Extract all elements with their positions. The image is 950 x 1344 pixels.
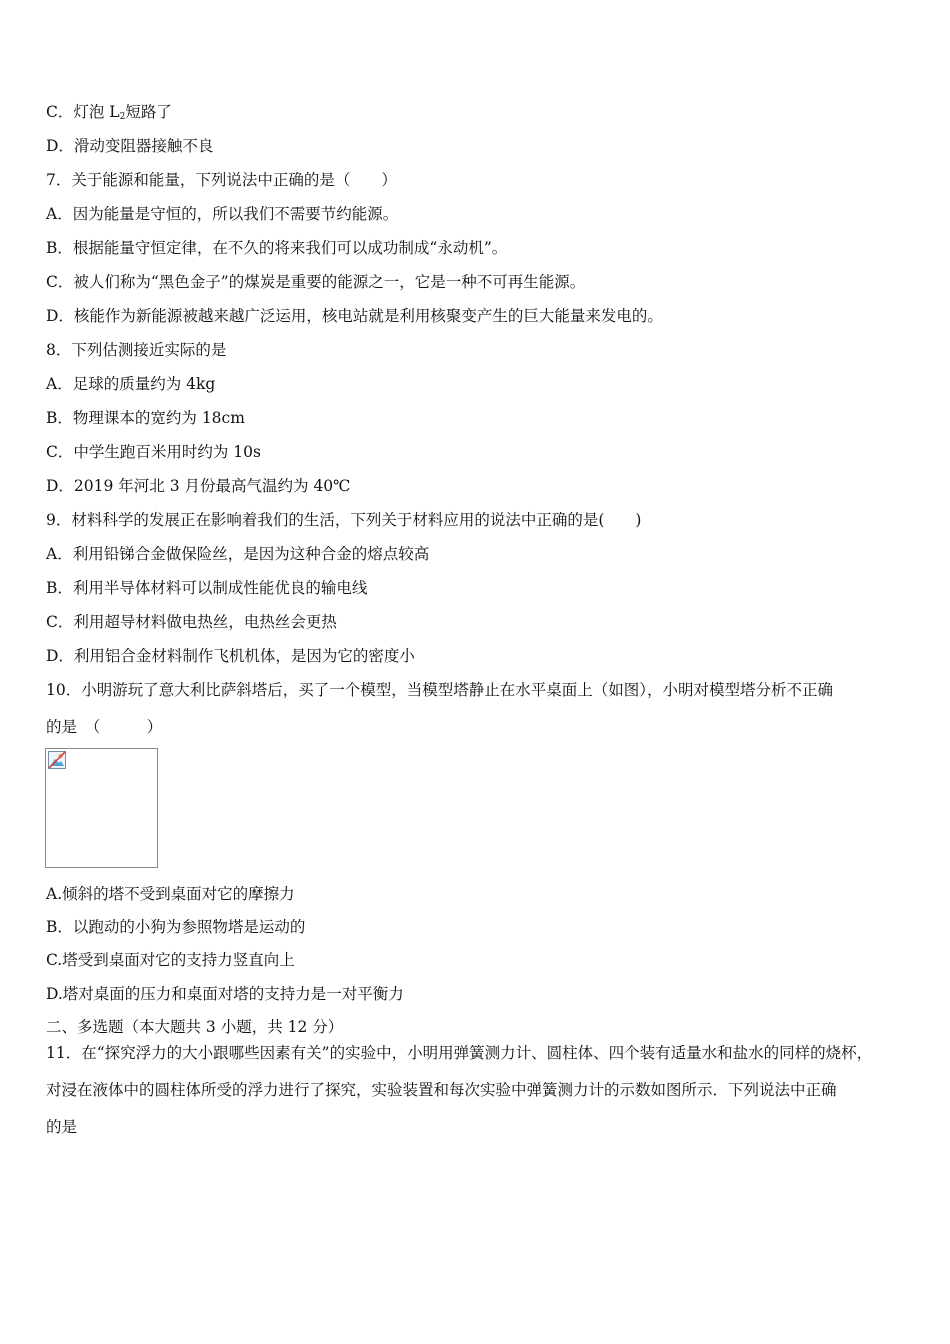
q11-stem-line1: 11．在“探究浮力的大小跟哪些因素有关”的实验中，小明用弹簧测力计、圆柱体、四个装有适量水和盐水的同样的烧杯， bbox=[46, 1044, 873, 1062]
q8-option-d: D．2019 年河北 3 月份最高气温约为 40℃ bbox=[46, 477, 351, 495]
section2-heading: 二、多选题（本大题共 3 小题，共 12 分） bbox=[46, 1018, 344, 1036]
q9-option-b: B．利用半导体材料可以制成性能优良的输电线 bbox=[46, 579, 368, 597]
q7-stem: 7．关于能源和能量，下列说法中正确的是（ ） bbox=[46, 171, 397, 189]
q8-stem: 8．下列估测接近实际的是 bbox=[46, 341, 227, 359]
q9-stem: 9．材料科学的发展正在影响着我们的生活，下列关于材料应用的说法中正确的是( ) bbox=[46, 511, 642, 529]
q7-option-d: D．核能作为新能源被越来越广泛运用，核电站就是利用核聚变产生的巨大能量来发电的。 bbox=[46, 307, 663, 325]
q6-option-d: D．滑动变阻器接触不良 bbox=[46, 137, 214, 155]
q9-option-d: D．利用铝合金材料制作飞机机体，是因为它的密度小 bbox=[46, 647, 415, 665]
q11-stem-line2: 对浸在液体中的圆柱体所受的浮力进行了探究，实验装置和每次实验中弹簧测力计的示数如图所示．下列说法中正确 bbox=[46, 1081, 837, 1099]
broken-image-icon bbox=[48, 751, 66, 769]
q9-option-a: A．利用铅锑合金做保险丝，是因为这种合金的熔点较高 bbox=[46, 545, 430, 563]
q6-option-c-text: C．灯泡 L bbox=[46, 103, 120, 121]
q10-option-d: D.塔对桌面的压力和桌面对塔的支持力是一对平衡力 bbox=[46, 985, 404, 1003]
q10-option-a: A.倾斜的塔不受到桌面对它的摩擦力 bbox=[46, 885, 295, 903]
q6-option-c bbox=[46, 102, 172, 127]
q6-option-c-subscript: 2 bbox=[119, 112, 126, 122]
q7-option-a: A．因为能量是守恒的，所以我们不需要节约能源。 bbox=[46, 205, 399, 223]
q8-option-a: A．足球的质量约为 4kg bbox=[46, 375, 216, 393]
q8-option-c: C．中学生跑百米用时约为 10s bbox=[46, 443, 261, 461]
q11-stem-line3: 的是 bbox=[46, 1118, 78, 1136]
q7-option-b: B．根据能量守恒定律，在不久的将来我们可以成功制成“永动机”。 bbox=[46, 239, 508, 257]
q9-option-c: C．利用超导材料做电热丝，电热丝会更热 bbox=[46, 613, 337, 631]
q6-option-c-suffix: 短路了 bbox=[125, 103, 172, 121]
q7-option-c: C．被人们称为“黑色金子”的煤炭是重要的能源之一，它是一种不可再生能源。 bbox=[46, 273, 586, 291]
q10-figure-placeholder bbox=[45, 748, 158, 868]
q8-option-b: B．物理课本的宽约为 18cm bbox=[46, 409, 245, 427]
q10-stem-line2: 的是 （ ） bbox=[46, 718, 163, 736]
q10-option-c: C.塔受到桌面对它的支持力竖直向上 bbox=[46, 951, 295, 969]
q10-option-b: B．以跑动的小狗为参照物塔是运动的 bbox=[46, 918, 306, 936]
q10-stem-line1: 10．小明游玩了意大利比萨斜塔后，买了一个模型，当模型塔静止在水平桌面上（如图），小明对模型塔分析不正确 bbox=[46, 681, 833, 699]
